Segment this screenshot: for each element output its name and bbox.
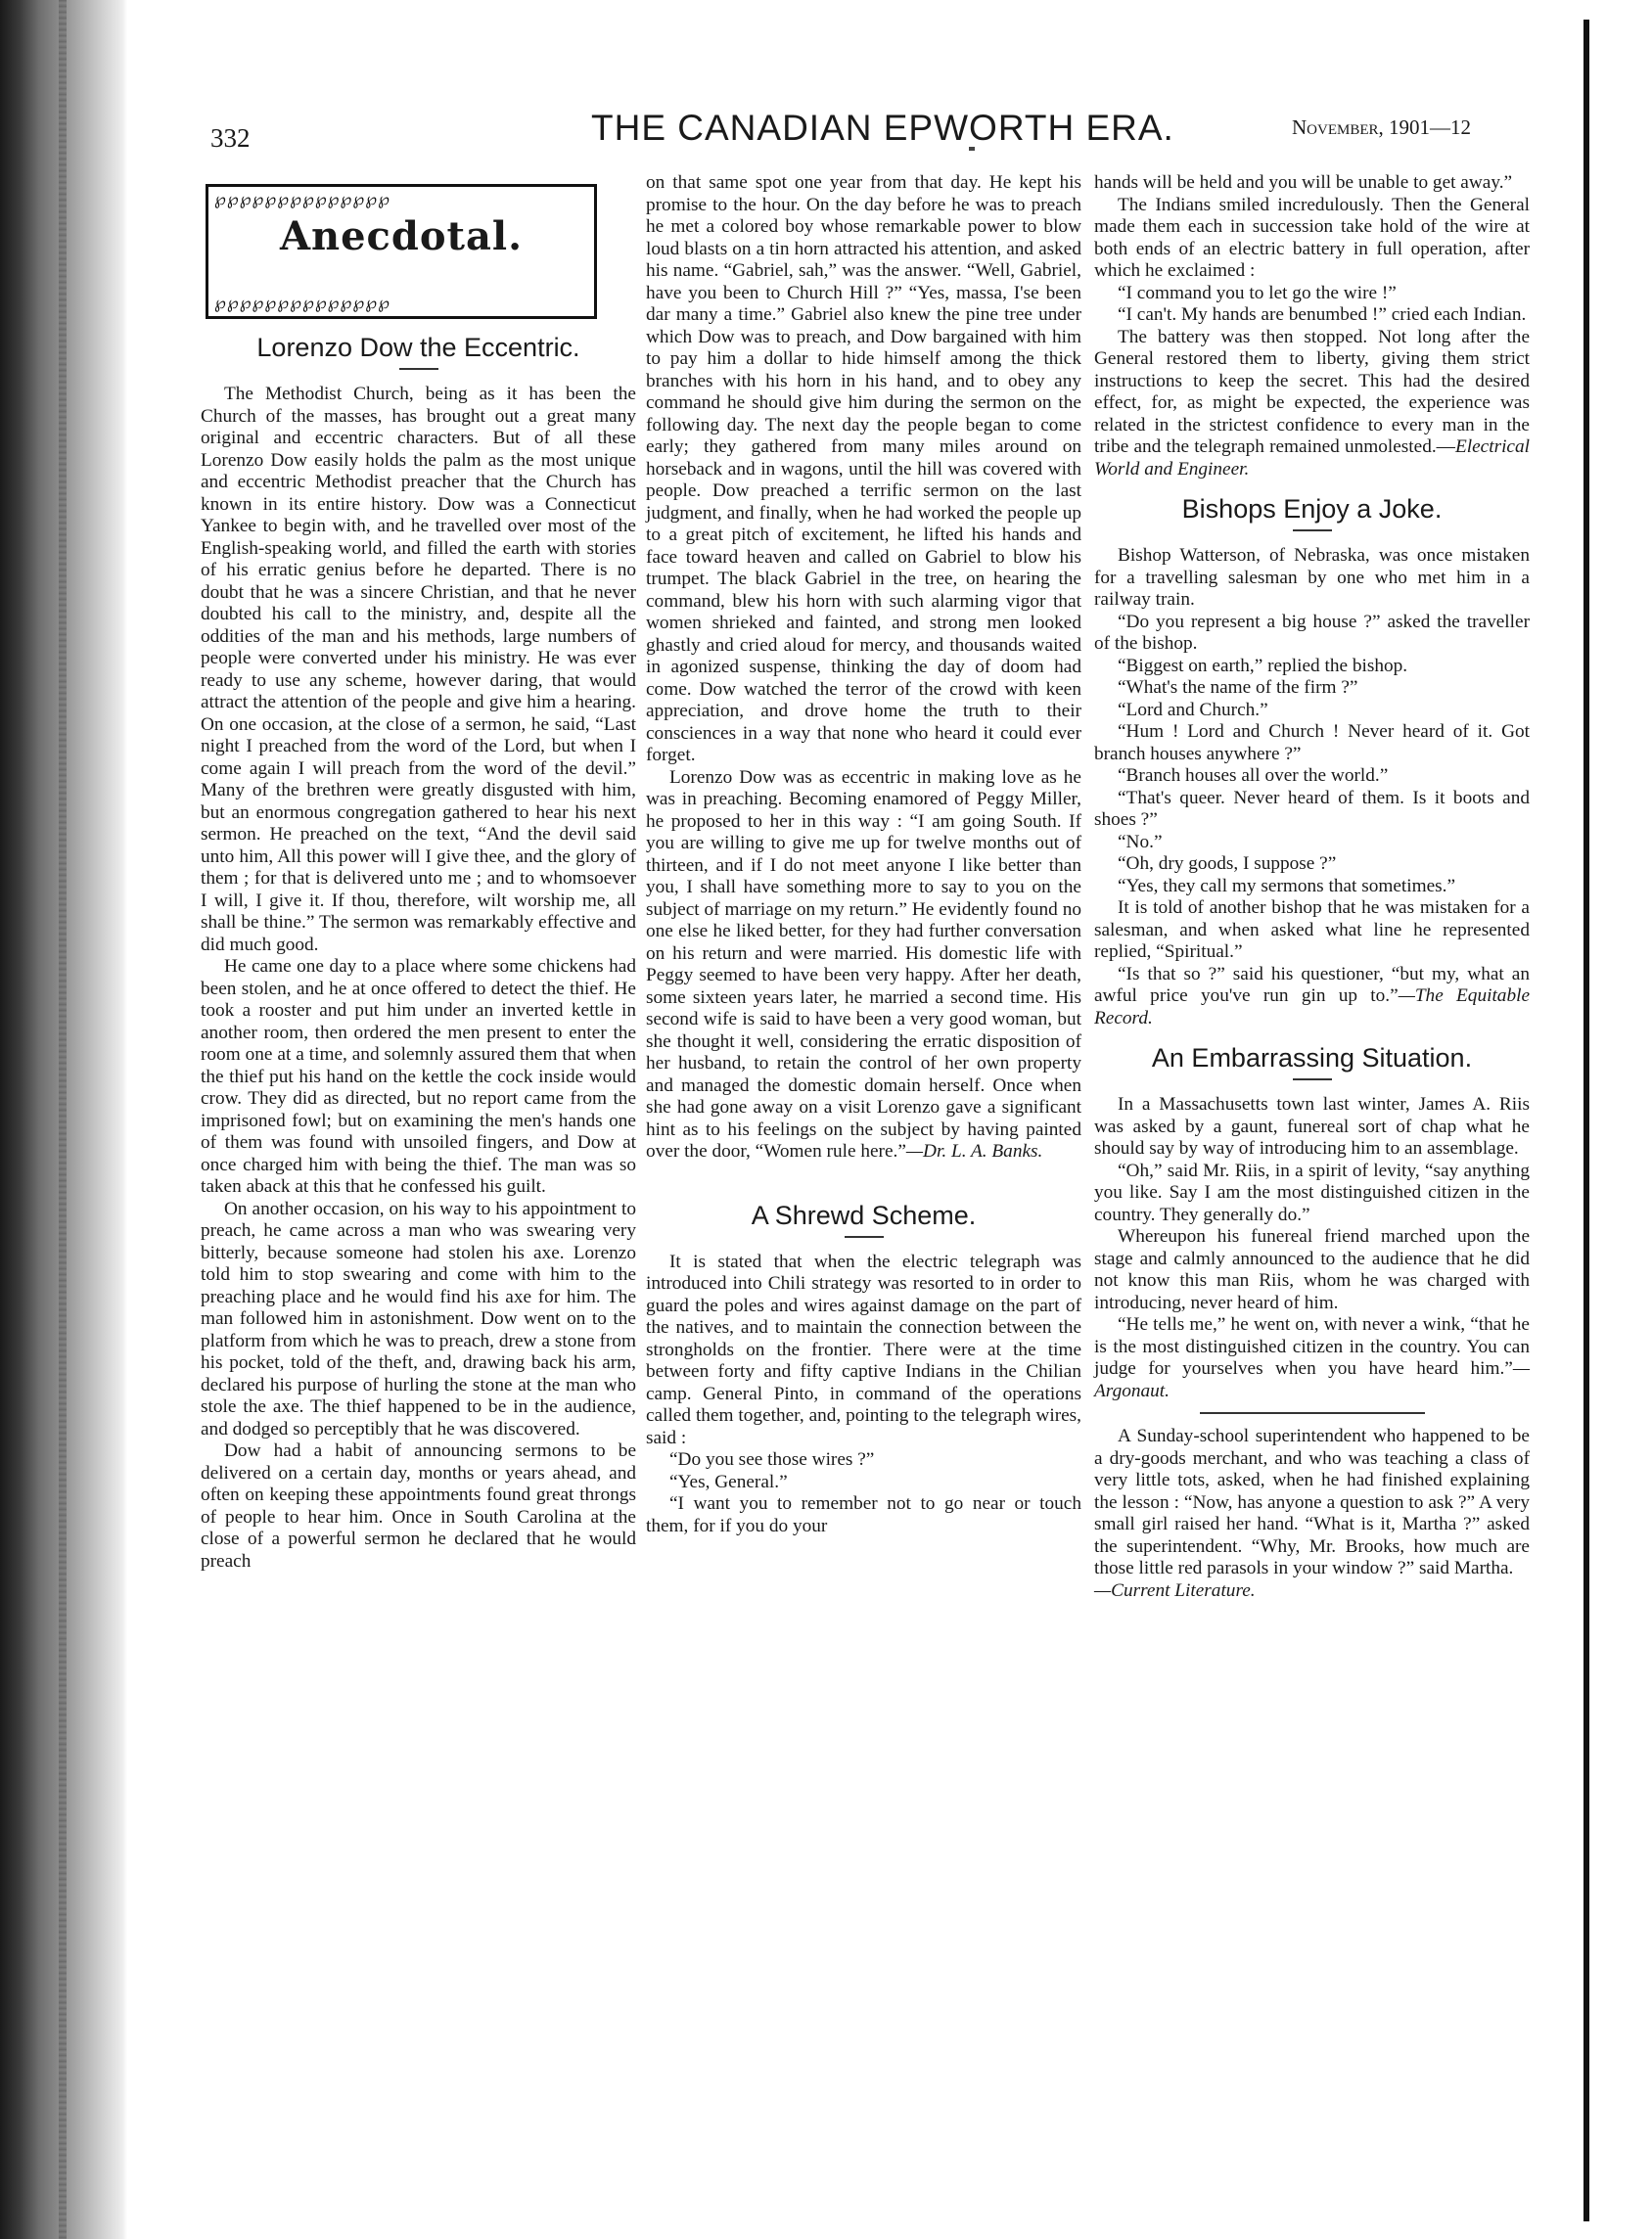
- paragraph: In a Massachusetts town last winter, James A. Riis was asked by a gaunt, funereal sort of chap what he should say by way of introducing him to an assemblage.: [1094, 1094, 1530, 1159]
- paragraph: [1094, 327, 1530, 481]
- paragraph: A Sunday-school superintendent who happened to be a dry-goods merchant, and who was teaching a class of very little tots, asked, when he had finished explaining the lesson : “Now, has anyone a question to ask ?” A very small girl raised her hand. “What is it, Martha ?” asked the superintendent. “Why, Mr. Brooks, how much are those little red parasols in your window ?” said Martha.: [1094, 1426, 1530, 1578]
- paragraph: “Do you represent a big house ?” asked the traveller of the bishop.: [1094, 611, 1530, 654]
- paragraph: [1094, 1314, 1530, 1402]
- paragraph: on that same spot one year from that day. He kept his promise to the hour. On the day before he was to preach he met a colored boy whose remarkable power to blow loud blasts on a tin horn attracted his attention, and asked his name. “Gabriel, sah,” was the answer. “Well, Gabriel, have you been to Church Hill ?” “Yes, massa, I'se been dar many a time.” Gabriel also knew the pine tree under which Dow was to preach, and Dow bargained with him to pay him a dollar to hide himself among the thick branches with his horn in his hand, and to obey any command he should give him during the sermon on the following day. The next day the people began to come early; they gathered from many miles around on horseback and in wagons, until the hill was covered with people. Dow preached a terrific sermon on the last judgment, and finally, when he had worked the people up to a great pitch of excitement, he lifted his hands and face toward heaven and called on Gabriel to blow his trumpet. The black Gabriel in the tree, on hearing the command, blew his horn with such alarming vigor that women shrieked and fainted, and strong men looked ghastly and cried aloud for mercy, and thousands waited in agonized suspense, thinking the day of doom had come. Dow watched the terror of the crowd with keen appreciation, and drove home the truth to their consciences in a way that none who heard it could ever forget.: [646, 172, 1081, 765]
- paragraph-text: “He tells me,” he went on, with never a wink, “that he is the most distinguished citizen in the country. You can judge for yourselves when you have heard him.”: [1094, 1314, 1530, 1379]
- paragraph: “Oh,” said Mr. Riis, in a spirit of levity, “say anything you like. Say I am the most distinguished citizen in the country. They generally do.”: [1094, 1160, 1530, 1225]
- section-title: Anecdotal.: [279, 213, 524, 259]
- paragraph: “No.”: [1118, 831, 1163, 852]
- paragraph: “I want you to remember not to go near or touch them, for if you do your: [646, 1493, 1081, 1536]
- ornament-border-bottom: ℘℘℘℘℘℘℘℘℘℘℘℘℘℘: [214, 295, 390, 312]
- title-rule: [1293, 1078, 1332, 1080]
- paragraph: “Lord and Church.”: [1118, 699, 1268, 720]
- title-rule: [845, 1236, 884, 1238]
- attribution: —Dr. L. A. Banks.: [905, 1141, 1043, 1162]
- title-rule: [1293, 529, 1332, 531]
- column-2: [646, 172, 1081, 1537]
- paragraph: “Branch houses all over the world.”: [1118, 765, 1389, 786]
- column-1: [201, 172, 636, 1573]
- masthead: THE CANADIAN EPWORTH ERA.: [591, 108, 1174, 148]
- story-title-lorenzo-dow: Lorenzo Dow the Eccentric.: [256, 333, 580, 362]
- paragraph: “I command you to let go the wire !”: [1118, 282, 1397, 303]
- attribution: —The Equitable Record.: [1094, 985, 1530, 1028]
- paragraph: “Oh, dry goods, I suppose ?”: [1118, 853, 1337, 874]
- paragraph-text: “Is that so ?” said his questioner, “but my, what an awful price you've run gin up to.”: [1094, 963, 1530, 1006]
- paragraph: hands will be held and you will be unable to get away.”: [1094, 172, 1513, 193]
- paragraph: “Yes, they call my sermons that sometimes.”: [1118, 875, 1456, 896]
- page-number: 332: [210, 123, 251, 153]
- paragraph: “Yes, General.”: [669, 1471, 788, 1492]
- paragraph: The Methodist Church, being as it has been the Church of the masses, has brought out a great many original and eccentric characters. But of all these Lorenzo Dow easily holds the palm as the most unique and eccentric Methodist preacher that the Church has known in its entire history. Dow was a Connecticut Yankee to begin with, and he travelled over most of the English-speaking world, and filled the earth with stories of his erratic genius before he departed. There is no doubt that he was a sincere Christian, and that he never doubted his call to the ministry, and, despite all the oddities of the man and his methods, large numbers of people were converted under his ministry. He was ever ready to use any scheme, however daring, that would attract the attention of the people and give him a hearing. On one occasion, at the close of a sermon, he said, “Last night I preached from the word of the Lord, but when I come again I will preach from the word of the devil.” Many of the brethren were greatly disgusted with him, but an enormous congregation gathered to hear his next sermon. He preached on the text, “And the devil said unto him, All this power will I give thee, and the glory of them ; for that is delivered unto me ; and to whomsoever I will, I give it. If thou, therefore, wilt worship me, all shall be thine.” The sermon was remarkably effective and did much good.: [201, 384, 636, 955]
- story-title-embarrassing: An Embarrassing Situation.: [1151, 1043, 1473, 1073]
- paragraph: The Indians smiled incredulously. Then the General made them each in succession take hold of the wire at both ends of an electric battery in full operation, after which he exclaimed :: [1094, 194, 1530, 281]
- paragraph-text: Lorenzo Dow was as eccentric in making love as he was in preaching. Becoming enamored of Peggy Miller, he proposed to her in this way : “I am going South. If you are willing to give me up for twelve months out of thirteen, and if I do not meet anyone I like better than you, I shall have something more to say to you on the subject of marriage on my return.” He evidently found no one else he liked better, for they had further conversation on his return and were married. His domestic life with Peggy seemed to have been very happy. After her death, some sixteen years later, he married a second time. His second wife is said to have been a very good woman, but she thought it well, considering the erratic disposition of her husband, to retain the control of her own property and managed the domestic domain herself. Once when she had gone away on a visit Lorenzo gave a significant hint as to his feelings on the subject by having painted over the door, “Women rule here.”: [646, 766, 1081, 1162]
- paragraph: [1094, 964, 1530, 1030]
- title-rule: [399, 368, 438, 370]
- paragraph: Bishop Watterson, of Nebraska, was once mistaken for a travelling salesman by one who met him in a railway train.: [1094, 545, 1530, 610]
- page-header: [196, 106, 1566, 155]
- attribution: Electrical World and Engineer.: [1094, 436, 1530, 480]
- issue-date: November, 1901—12: [1292, 115, 1472, 139]
- paragraph: “What's the name of the firm ?”: [1118, 677, 1358, 698]
- paragraph: “Biggest on earth,” replied the bishop.: [1118, 655, 1408, 676]
- story-title-shrewd-scheme: A Shrewd Scheme.: [751, 1200, 977, 1230]
- story-title-bishops: Bishops Enjoy a Joke.: [1181, 494, 1443, 524]
- spacer: [1094, 1029, 1530, 1041]
- paragraph: It is stated that when the electric telegraph was introduced into Chili strategy was resorted to in order to guard the poles and wires against damage on the part of the natives, and to maintain the connection between the strongholds on the frontier. There were at the time between forty and fifty captive Indians in the Chilian camp. General Pinto, in command of the operations called them together, and, pointing to the telegraph wires, said :: [646, 1251, 1081, 1448]
- attribution: —Current Literature.: [1094, 1579, 1256, 1601]
- paragraph: It is told of another bishop that he was mistaken for a salesman, and when asked what line he represented replied, “Spiritual.”: [1094, 897, 1530, 962]
- column-3: [1094, 172, 1530, 1602]
- paragraph: “That's queer. Never heard of them. Is it boots and shoes ?”: [1094, 787, 1530, 830]
- attribution: —Argonaut.: [1094, 1358, 1530, 1401]
- paragraph: [646, 767, 1081, 1164]
- paragraph: “Hum ! Lord and Church ! Never heard of it. Got branch houses anywhere ?”: [1094, 721, 1530, 764]
- paragraph: Whereupon his funereal friend marched upon the stage and calmly announced to the audience that he did not know this man Riis, whom he was charged with introducing, never heard of him.: [1094, 1226, 1530, 1313]
- separator-rule: [1200, 1412, 1425, 1414]
- anecdotal-banner: [206, 184, 597, 319]
- paragraph: On another occasion, on his way to his appointment to preach, he came across a man who was swearing very bitterly, because someone had stolen his axe. Lorenzo told him to stop swearing and come with him to the preaching place and he would find his axe for him. The man followed him in astonishment. Dow went on to the platform from which he was to preach, drew a stone from his pocket, told of the theft, and, drawing back his arm, declared his purpose of hurling the stone at the man who stole the axe. The thief happened to be in the audience, and dodged so perceptibly that he was discovered.: [201, 1198, 636, 1439]
- binding-page-edges: [59, 0, 67, 2239]
- paragraph: Dow had a habit of announcing sermons to be delivered on a certain day, months or years ahead, and often on keeping these appointments found great throngs of people to hear him. Once in South Carolina at the close of a powerful sermon he declared that he would preach: [201, 1440, 636, 1572]
- paragraph: “I can't. My hands are benumbed !” cried each Indian.: [1118, 304, 1527, 325]
- paragraph: “Do you see those wires ?”: [669, 1449, 875, 1470]
- ornament-border-top: ℘℘℘℘℘℘℘℘℘℘℘℘℘℘: [214, 191, 390, 208]
- spacer: [1094, 480, 1530, 492]
- paragraph-text: The battery was then stopped. Not long after the General restored them to liberty, giving them strict instructions to keep the secret. This had the desired effect, for, as might be expected, the experience was related in the strictest confidence to every man in the tribe and the telegraph remained unmolested.—: [1094, 326, 1530, 457]
- right-page-edge-rule: [1583, 20, 1589, 2221]
- paragraph: He came one day to a place where some chickens had been stolen, and he at once offered to detect the thief. He took a rooster and put him under an inverted kettle in another room, then ordered the men present to enter the room one at a time, and solemnly assured them that when the thief put his hand on the kettle the cock inside would crow. They did as directed, but no report came from the imprisoned fowl; but on examining the men's hands one of them was found with unsoiled fingers, and Dow at once charged him with being the thief. The man was so taken aback at this that he confessed his guilt.: [201, 956, 636, 1197]
